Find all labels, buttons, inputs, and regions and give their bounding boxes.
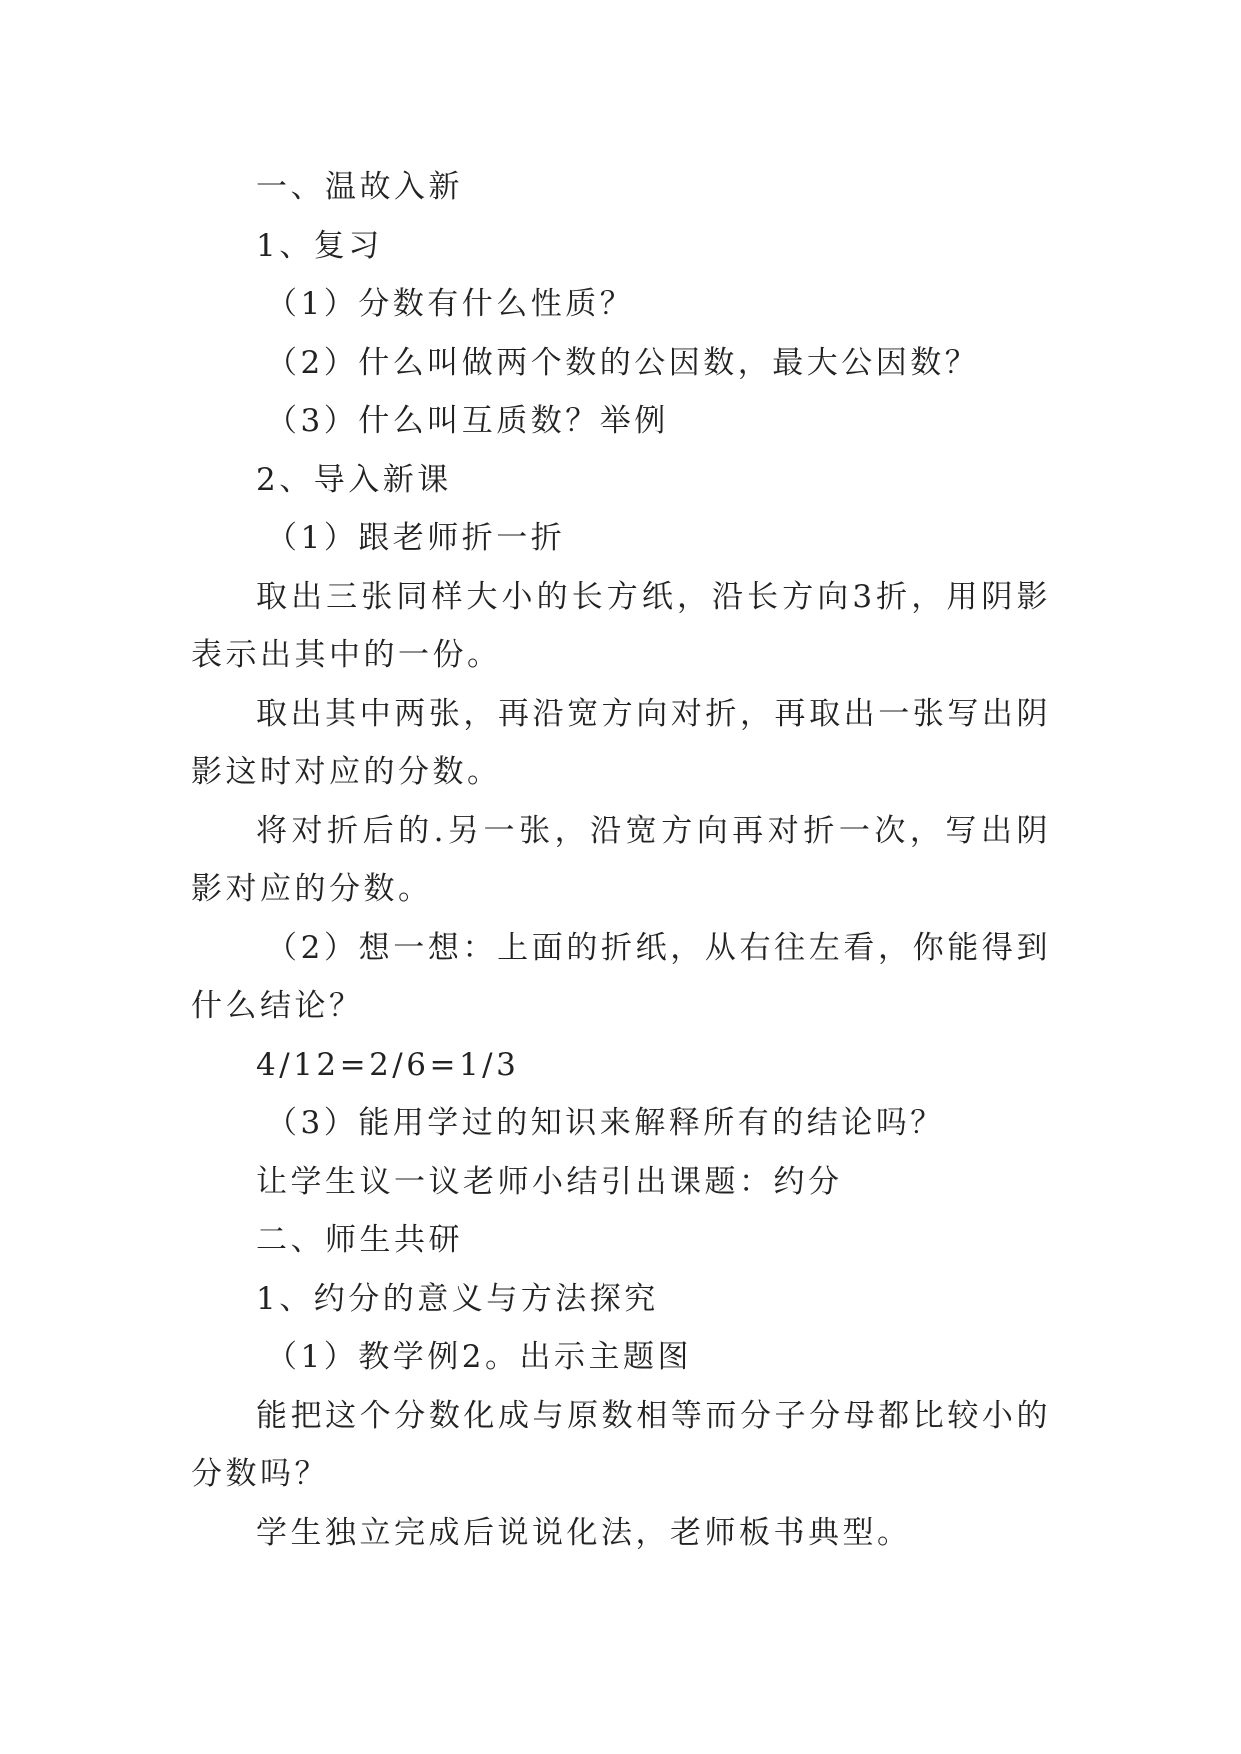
paragraph-students: 学生独立完成后说说化法，老师板书典型。 — [256, 1514, 912, 1551]
section-heading-2: 二、师生共研 — [256, 1222, 463, 1258]
paragraph-think: （2）想一想：上面的折纸，从右往左看，你能得到什么结论？ — [191, 929, 1051, 1024]
subsection-heading-review: 1、复习 — [256, 227, 383, 264]
section-heading-1: 一、温故入新 — [256, 169, 463, 205]
paragraph-fold-again: 将对折后的.另一张，沿宽方向再对折一次，写出阴影对应的分数。 — [191, 812, 1051, 907]
paragraph-question: 能把这个分数化成与原数相等而分子分母都比较小的分数吗？ — [191, 1397, 1051, 1492]
document-body — [191, 158, 1051, 1562]
review-question-1: （1）分数有什么性质？ — [266, 286, 635, 322]
paragraph-fold-three: 取出三张同样大小的长方纸，沿长方向3折，用阴影表示出其中的一份。 — [191, 578, 1051, 673]
intro-step-3: （3）能用学过的知识来解释所有的结论吗？ — [266, 1105, 945, 1141]
paragraph-discuss: 让学生议一议老师小结引出课题：约分 — [256, 1163, 843, 1200]
fraction-equation: 4/12=2/6=1/3 — [256, 1046, 520, 1083]
subsection-heading-intro: 2、导入新课 — [256, 461, 452, 498]
intro-step-1: （1）跟老师折一折 — [266, 520, 566, 556]
review-question-2: （2）什么叫做两个数的公因数，最大公因数？ — [266, 344, 980, 381]
subsection-heading-method: 1、约分的意义与方法探究 — [256, 1280, 659, 1317]
example-step-1: （1）教学例2。出示主题图 — [266, 1339, 692, 1375]
review-question-3: （3）什么叫互质数？举例 — [266, 403, 669, 439]
paragraph-fold-two: 取出其中两张，再沿宽方向对折，再取出一张写出阴影这时对应的分数。 — [191, 695, 1051, 790]
